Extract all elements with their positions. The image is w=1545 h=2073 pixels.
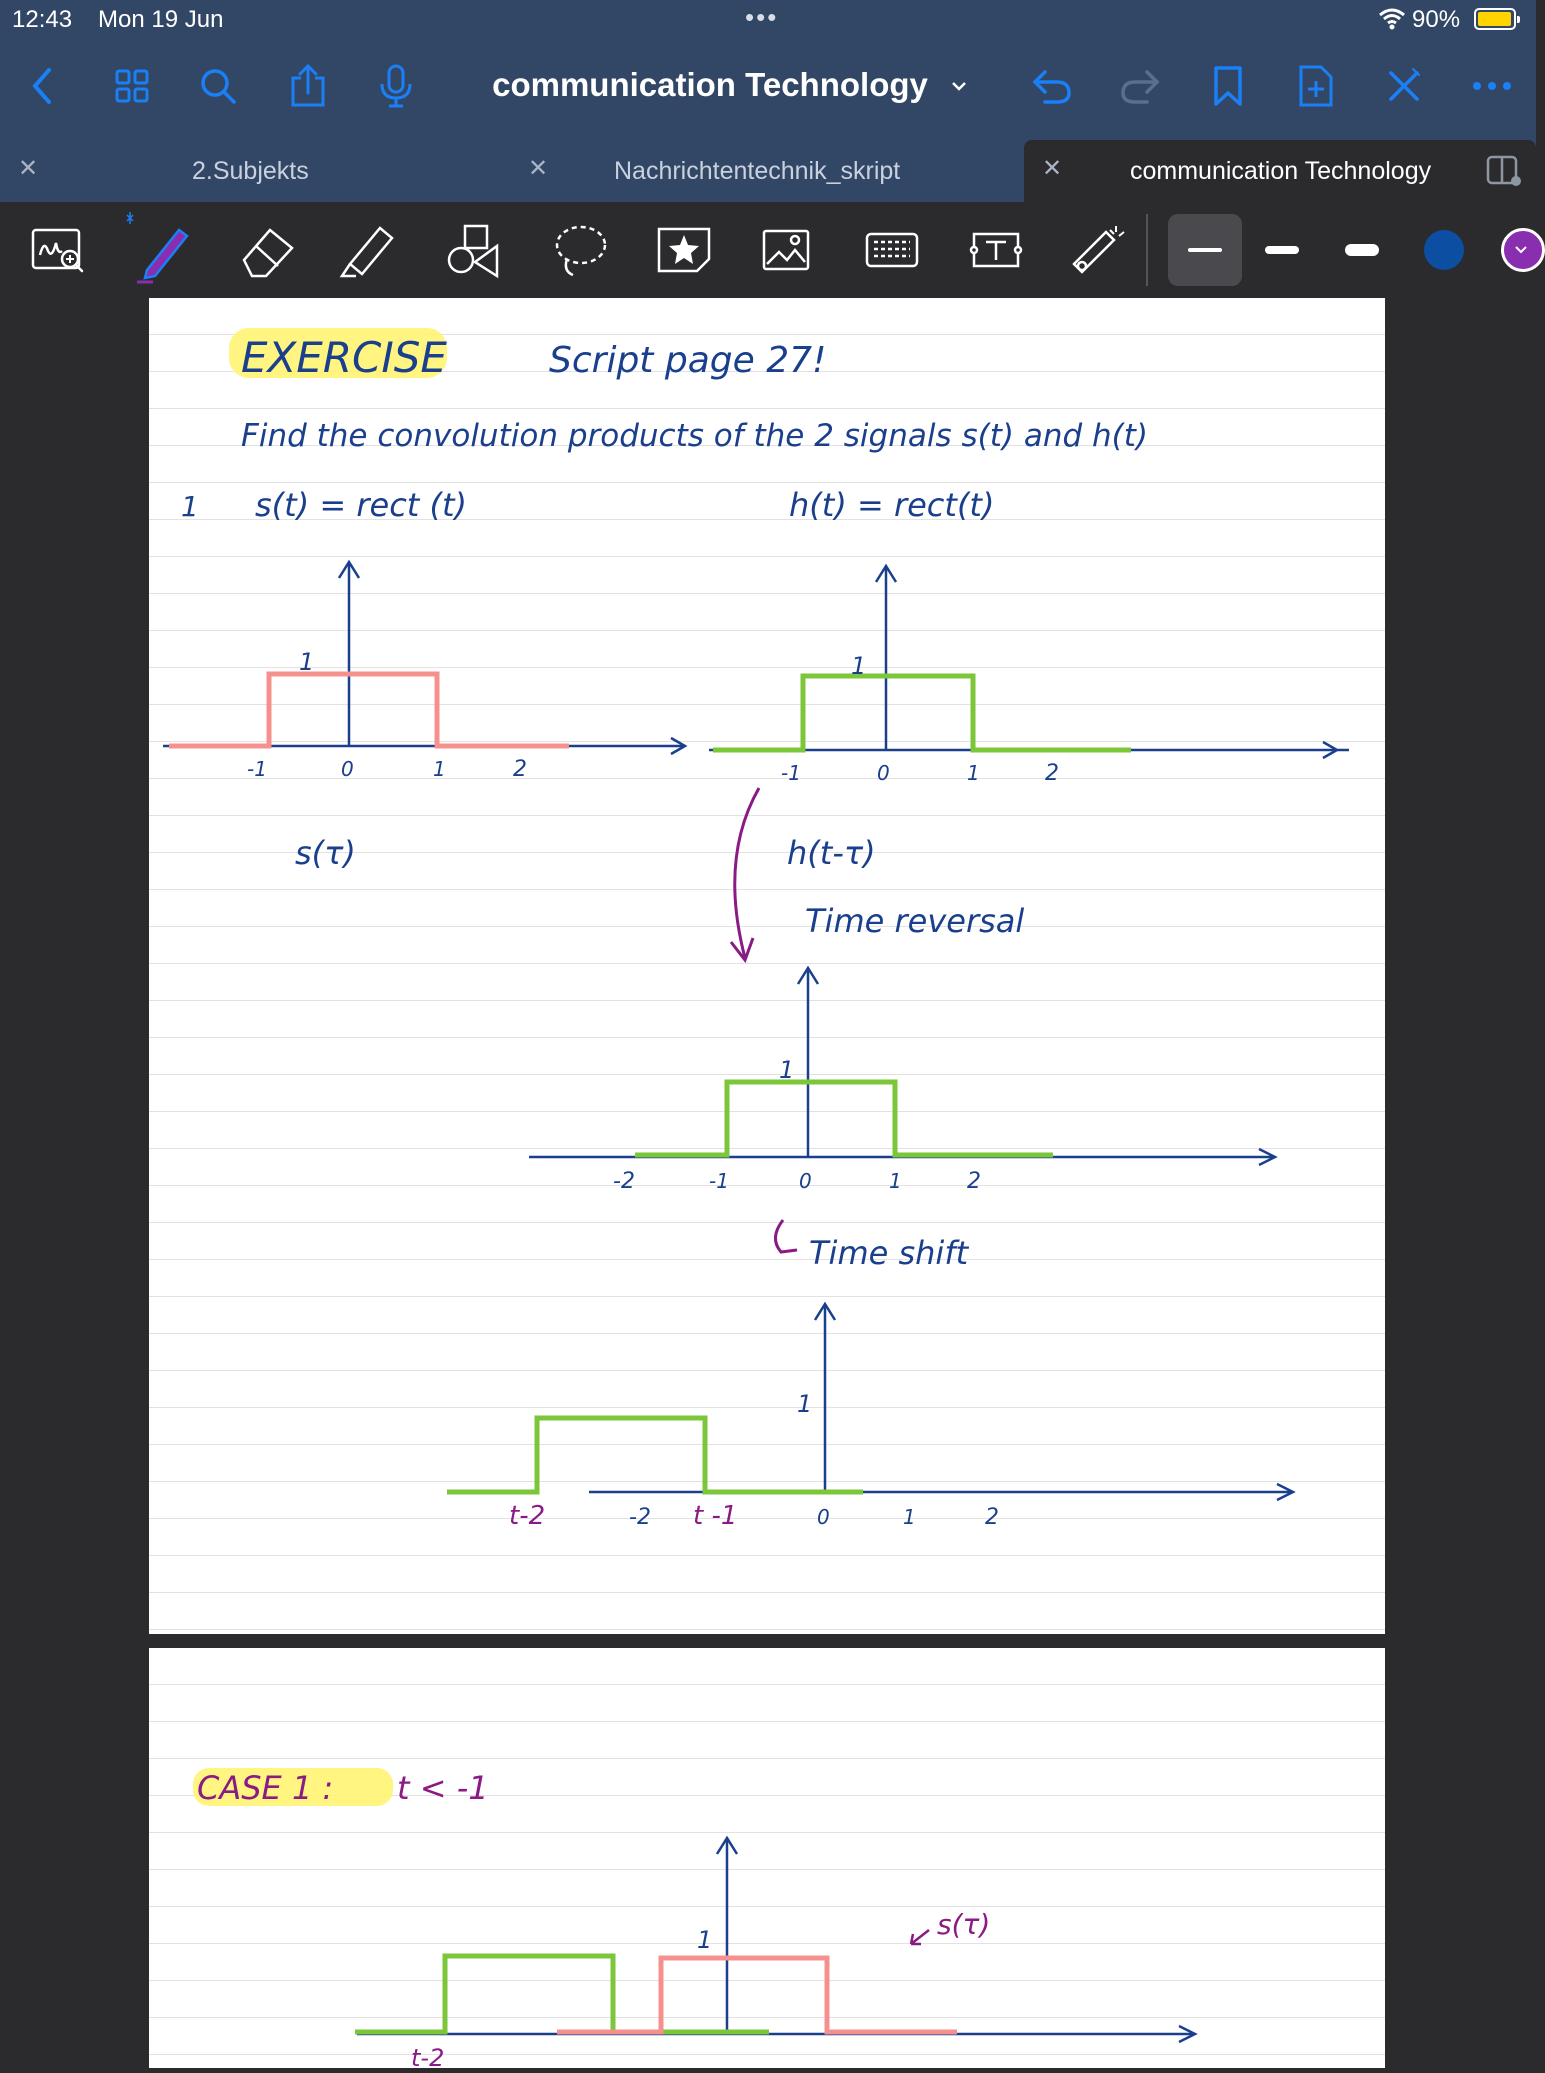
close-tools-icon[interactable] — [1380, 62, 1428, 110]
pen-icon[interactable] — [128, 216, 196, 284]
stroke-size-medium[interactable] — [1248, 216, 1316, 284]
plot-time-shifted — [447, 1304, 1293, 1531]
battery-percent: 90% — [1412, 6, 1461, 33]
plot-time-reversed — [529, 968, 1275, 1194]
script-page-note: Script page 27! — [549, 340, 827, 381]
tick-two: 2 — [967, 1169, 981, 1194]
tick-zero: 0 — [799, 1169, 812, 1193]
toolbar-divider — [1146, 214, 1148, 286]
zoom-writing-icon[interactable] — [24, 216, 92, 284]
tick-one: 1 — [433, 757, 446, 781]
rect-pulse-h — [713, 676, 1131, 750]
nav-bar — [0, 40, 1536, 140]
tick-minus-one: -1 — [709, 1169, 729, 1193]
eraser-icon[interactable] — [232, 216, 300, 284]
amplitude-label: 1 — [697, 1926, 713, 1954]
amplitude-label: 1 — [299, 648, 315, 676]
tick-zero: 0 — [877, 761, 890, 785]
tick-t-minus-1: t -1 — [693, 1501, 738, 1531]
highlighter-icon[interactable] — [334, 216, 402, 284]
tick-t-minus-2: t-2 — [411, 2044, 445, 2072]
battery-icon — [1474, 8, 1516, 30]
grid-icon[interactable] — [108, 62, 156, 110]
tick-minus-one: -1 — [781, 761, 801, 785]
microphone-icon[interactable] — [372, 62, 420, 110]
tab-label: Nachrichtentechnik_skript — [614, 157, 901, 185]
tick-one: 1 — [903, 1505, 916, 1529]
tab-2-subjekts[interactable] — [0, 140, 510, 202]
close-tab-icon[interactable]: ✕ — [1042, 155, 1063, 182]
s-tau-annotation: s(τ) — [937, 1908, 991, 1941]
h-t-minus-tau-label: h(t-τ) — [787, 834, 876, 872]
rect-pulse-s — [169, 674, 569, 746]
tick-zero: 0 — [341, 757, 354, 781]
s-definition: s(t) = rect (t) — [255, 486, 468, 524]
tick-one: 1 — [889, 1169, 902, 1193]
title-chevron-icon[interactable] — [944, 62, 974, 110]
drawing-toolbar — [0, 202, 1536, 298]
wifi-icon — [1378, 8, 1406, 35]
time-reversal-label: Time reversal — [805, 902, 1025, 940]
tick-two: 2 — [513, 757, 527, 782]
multitask-dots-icon[interactable]: ••• — [745, 2, 779, 32]
sticker-icon[interactable] — [650, 216, 718, 284]
rect-pulse-reversed — [635, 1082, 1053, 1155]
shift-arrow — [775, 1220, 797, 1252]
rect-pulse-shifted — [447, 1418, 863, 1492]
add-page-icon[interactable] — [1292, 62, 1340, 110]
notebook-canvas[interactable] — [0, 298, 1536, 2072]
s-tau-label: s(τ) — [295, 834, 356, 872]
time-shift-label: Time shift — [809, 1234, 969, 1272]
redo-icon[interactable] — [1116, 62, 1164, 110]
case-label: CASE 1 : — [197, 1769, 334, 1807]
amplitude-label: 1 — [851, 652, 867, 680]
more-icon[interactable] — [1468, 62, 1516, 110]
h-definition: h(t) = rect(t) — [789, 486, 995, 524]
tick-zero: 0 — [817, 1505, 830, 1529]
text-box-icon[interactable] — [962, 216, 1030, 284]
image-icon[interactable] — [752, 216, 820, 284]
amplitude-label: 1 — [779, 1056, 795, 1084]
page-2-ink — [149, 1648, 1385, 2072]
shapes-icon[interactable] — [440, 216, 508, 284]
close-tab-icon[interactable]: ✕ — [18, 155, 39, 182]
tick-minus-one: -1 — [247, 757, 267, 781]
tick-two: 2 — [985, 1505, 999, 1530]
tab-communication-technology[interactable] — [1024, 140, 1536, 202]
stroke-size-thick[interactable] — [1328, 216, 1396, 284]
laser-pointer-icon[interactable] — [1064, 216, 1132, 284]
status-bar — [0, 0, 1536, 40]
tick-one: 1 — [967, 761, 980, 785]
status-date: Mon 19 Jun — [98, 6, 224, 33]
back-icon[interactable] — [18, 62, 66, 110]
amplitude-label: 1 — [797, 1390, 813, 1418]
status-time: 12:43 — [12, 6, 73, 33]
tab-label: 2.Subjekts — [192, 157, 309, 185]
plot-h-of-t — [709, 566, 1349, 786]
color-swatch-purple[interactable] — [1490, 216, 1536, 284]
notebook-page-2[interactable] — [149, 1648, 1385, 2072]
tick-minus-two: -2 — [629, 1505, 651, 1530]
tab-label: communication Technology — [1130, 157, 1432, 185]
annotation-arrow — [911, 1930, 929, 1944]
case-condition: t < -1 — [397, 1769, 489, 1807]
color-swatch-blue[interactable] — [1410, 216, 1478, 284]
item-number: 1 — [181, 490, 199, 523]
bookmark-icon[interactable] — [1204, 62, 1252, 110]
search-icon[interactable] — [194, 62, 242, 110]
share-icon[interactable] — [284, 62, 332, 110]
undo-icon[interactable] — [1028, 62, 1076, 110]
keyboard-icon[interactable] — [858, 216, 926, 284]
task-statement: Find the convolution products of the 2 signals s(t) and h(t) — [241, 418, 1148, 454]
reversal-arrow — [735, 788, 759, 958]
tick-t-minus-2: t-2 — [509, 1501, 546, 1531]
exercise-heading: EXERCISE — [241, 333, 447, 382]
rect-pulse-s — [557, 1958, 957, 2032]
lasso-icon[interactable] — [546, 216, 614, 284]
tab-nachrichtentechnik-skript[interactable] — [510, 140, 1024, 202]
stroke-size-thin[interactable] — [1168, 214, 1242, 286]
page-1-ink — [149, 298, 1385, 1634]
document-title[interactable]: communication Technology — [492, 66, 928, 103]
plot-s-of-t — [163, 562, 685, 782]
close-tab-icon[interactable]: ✕ — [528, 155, 549, 182]
tab-bar — [0, 140, 1536, 202]
notebook-page-1[interactable] — [149, 298, 1385, 1634]
tick-two: 2 — [1045, 761, 1059, 786]
rect-pulse-shifted — [355, 1956, 769, 2032]
tick-minus-two: -2 — [613, 1169, 635, 1194]
split-view-icon[interactable] — [1486, 154, 1522, 193]
